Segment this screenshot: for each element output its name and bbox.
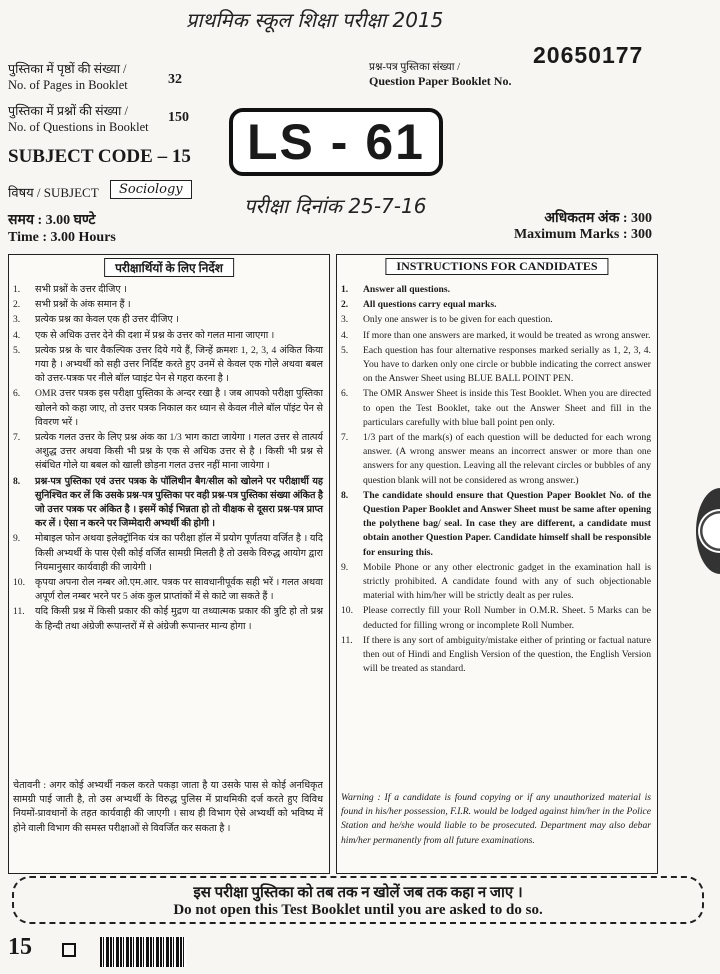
questions-label-hindi: पुस्तिका में प्रश्नों की संख्या / xyxy=(8,104,129,118)
banner-hindi: इस परीक्षा पुस्तिका को तब तक न खोलें जब तक कहा न जाए । xyxy=(193,885,523,901)
list-item: 1. Answer all questions. xyxy=(341,284,450,295)
booklet-code-box: LS - 61 xyxy=(229,108,443,176)
questions-label-english: No. of Questions in Booklet xyxy=(8,120,149,134)
subject-value: Sociology xyxy=(110,180,192,199)
qp-booklet-label-english: Question Paper Booklet No. xyxy=(369,74,512,88)
list-item: 10. Please correctly fill your Roll Number in O.M.R. Sheet. 5 Marks can be deducted for filling wrong or incomplete Roll Number. xyxy=(341,605,651,631)
qp-booklet-label-hindi: प्रश्न-पत्र पुस्तिका संख्या / xyxy=(369,62,461,73)
pages-label-hindi: पुस्तिका में पृष्ठों की संख्या / xyxy=(8,62,127,76)
questions-count: 150 xyxy=(168,110,189,125)
english-panel-title: INSTRUCTIONS FOR CANDIDATES xyxy=(385,258,608,275)
list-item: 6. The OMR Answer Sheet is inside this Test Booklet. When you are directed to open the Test Booklet, take out the Answer Sheet and fill in the particulars carefully with blue ball point pen only. xyxy=(341,388,651,428)
handwritten-exam-date: परीक्षा दिनांक 25-7-16 xyxy=(244,194,427,218)
list-item: 9. मोबाइल फोन अथवा इलेक्ट्रॉनिक यंत्र का परीक्षा हॉल में प्रयोग पूर्णतया वर्जित है । यदि किसी अभ्यर्थी के पास ऐसी कोई वर्जित सामग्री मिलती है तो उसके विरुद्ध आयोग द्वारा नियमानुसार कार्यवाही की जायेगी । xyxy=(13,533,323,573)
page-code: 15 xyxy=(8,934,32,960)
checkbox-square-icon xyxy=(62,943,76,957)
list-item: 1. सभी प्रश्नों के उत्तर दीजिए । xyxy=(13,284,127,295)
list-item: 7. प्रत्येक गलत उत्तर के लिए प्रश्न अंक का 1/3 भाग काटा जायेगा । गलत उत्तर से तात्पर्य अशुद्ध उत्तर अथवा किसी भी प्रश्न के एक से अधिक उत्तर से है । किसी भी प्रश्न से संबंधित गोले या बबल को खाली छोड़ना गलत उत्तर नहीं माना जायेगा । xyxy=(13,432,323,472)
list-item: 3. प्रत्येक प्रश्न का केवल एक ही उत्तर दीजिए । xyxy=(13,314,179,326)
subject-label: विषय / SUBJECT xyxy=(8,185,99,200)
hindi-instructions-list xyxy=(13,283,323,635)
english-instructions-panel xyxy=(336,254,658,874)
list-item: 4. एक से अधिक उत्तर देने की दशा में प्रश्न के उत्तर को गलत माना जाएगा । xyxy=(13,329,275,341)
list-item: 4. If more than one answers are marked, it would be treated as wrong answer. xyxy=(341,329,651,341)
list-item: 11. यदि किसी प्रश्न में किसी प्रकार की कोई मुद्रण या तथ्यात्मक प्रकार की त्रुटि हो तो प्रश्न के हिन्दी तथा अंग्रेजी रूपान्तरों में से अंग्रेजी रूपान्तर मान्य होगा । xyxy=(13,606,323,632)
hindi-warning: चेतावनी : अगर कोई अभ्यर्थी नकल करते पकड़ा जाता है या उसके पास से कोई अनधिकृत सामग्री पाई जाती है, तो उस अभ्यर्थी के विरुद्ध पुलिस में प्राथमिकी दर्ज करते हुए विविध नियमों-प्रावधानों के तहत कार्यवाही की जाएगी । साथ ही विभाग ऐसे अभ्यर्थी को भविष्य में होने वाली विभाग की समस्त परीक्षाओं से विवर्जित कर सकता है । xyxy=(13,780,323,834)
time-hindi: समय : 3.00 घण्टे xyxy=(8,213,96,228)
max-marks-english: Maximum Marks : 300 xyxy=(513,227,652,242)
hindi-panel-title: परीक्षार्थियों के लिए निर्देश xyxy=(104,258,234,277)
list-item: 8. The candidate should ensure that Question Paper Booklet No. of the Question Paper Booklet and Answer Sheet must be same after opening the polythene bag/ seal. In case they are different, a candidate must obtain another Question Paper. Candidate himself shall be responsible for ensuring this. xyxy=(341,489,651,558)
barcode xyxy=(100,937,186,967)
hindi-instructions-panel xyxy=(8,254,330,874)
pages-label-english: No. of Pages in Booklet xyxy=(8,78,128,92)
list-item: 8. प्रश्न-पत्र पुस्तिका एवं उत्तर पत्रक के पॉलिथीन बैग/सील को खोलने पर परीक्षार्थी यह सुनिश्चित कर लें कि उसके प्रश्न-पत्र पुस्तिका पर वही प्रश्न-पत्र पुस्तिका संख्या अंकित है जो उत्तर पत्रक पर अंकित है । इसमें कोई भिन्नता हो तो वीक्षक से दूसरा प्रश्न-पत्र प्राप्त कर लें । ऐसा न करने पर जिम्मेदारी अभ्यर्थी की होगी । xyxy=(13,475,323,530)
list-item: 2. सभी प्रश्नों के अंक समान हैं । xyxy=(13,299,131,311)
list-item: 10. कृपया अपना रोल नम्बर ओ.एम.आर. पत्रक पर सावधानीपूर्वक सही भरें । गलत अथवा अपूर्ण रोल नम्बर भरने पर 5 अंक कुल प्राप्तांकों में से काटे जा सकते हैं । xyxy=(13,577,323,603)
time-english: Time : 3.00 Hours xyxy=(8,230,116,245)
list-item: 5. प्रत्येक प्रश्न के चार वैकल्पिक उत्तर दिये गये हैं, जिन्हें क्रमशः 1, 2, 3, 4 अंकित किया गया है । अभ्यर्थी को सही उत्तर निर्दिष्ट करते हुए उनमें से केवल एक गोले अथवा बबल को उत्तर-पत्रक पर नीले बॉल प्वाइंट पेन से गहरा करना है । xyxy=(13,344,323,385)
subject-code: SUBJECT CODE – 15 xyxy=(8,146,191,167)
do-not-open-banner xyxy=(12,876,704,924)
list-item: 9. Mobile Phone or any other electronic gadget in the examination hall is strictly prohibited. A candidate found with any of such objectionable material with him/her will be strictly dealt as per rules. xyxy=(341,561,651,602)
list-item: 6. OMR उत्तर पत्रक इस परीक्षा पुस्तिका के अन्दर रखा है । जब आपको परीक्षा पुस्तिका खोलने को कहा जाए, तो उत्तर पत्रक निकाल कर ध्यान से केवल नीले बॉल पॉइंट पेन से विवरण भरें । xyxy=(13,388,323,428)
banner-english: Do not open this Test Booklet until you are asked to do so. xyxy=(173,902,543,918)
list-item: 2. All questions carry equal marks. xyxy=(341,299,497,311)
list-item: 5. Each question has four alternative responses marked serially as 1, 2, 3, 4. You have to darken only one circle or bubble indicating the correct answer on the Answer Sheet using BLUE BALL POINT PEN. xyxy=(341,344,651,385)
hologram-seal xyxy=(696,488,720,574)
english-instructions-list xyxy=(341,283,651,677)
list-item: 7. 1/3 part of the mark(s) of each question will be deducted for each wrong answer. (A wrong answer means an incorrect answer or more than one answers for any question. Leaving all the relevant circles or bubbles of any question blank will not be considered as wrong answer.) xyxy=(341,432,651,486)
english-warning: Warning : If a candidate is found copying or if any unauthorized material is found in his/her possession, F.I.R. would be lodged against him/her in the Police Station and he/she would liable to be prosecuted. Department may also debar him/her permanently from all future examinations. xyxy=(341,792,651,846)
handwritten-exam-name: प्राथमिक स्कूल शिक्षा परीक्षा 2015 xyxy=(186,8,444,32)
booklet-number: 20650177 xyxy=(533,42,644,68)
list-item: 11. If there is any sort of ambiguity/mistake either of printing or factual nature then out of Hindi and English Version of the question, the English Version will be treated as standard. xyxy=(341,634,651,675)
max-marks-hindi: अधिकतम अंक : 300 xyxy=(544,211,652,226)
pages-count: 32 xyxy=(168,72,182,87)
list-item: 3. Only one answer is to be given for each question. xyxy=(341,314,553,326)
